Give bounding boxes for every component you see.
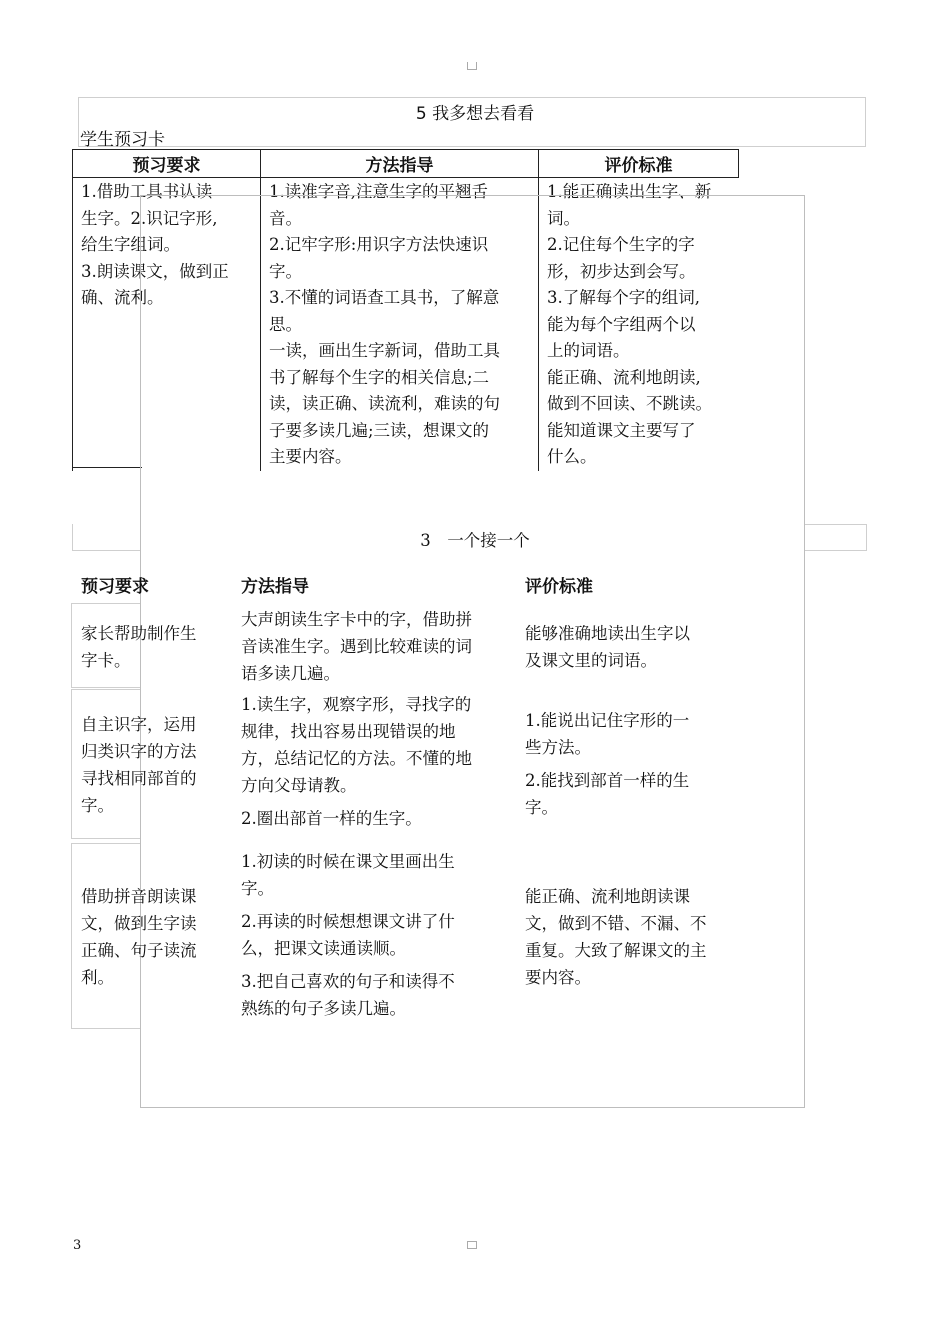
paragraph: [525, 620, 755, 674]
text-line: 做到不回读、不跳读。: [547, 394, 712, 413]
paragraph: [241, 968, 521, 1022]
text-line: 1.初读的时候在课文里画出生: [241, 852, 455, 871]
row1-method: [241, 606, 521, 687]
text-line: 借助拼音朗读课: [81, 887, 197, 906]
text-line: 2.记牢字形:用识字方法快速识: [269, 235, 489, 254]
row1-evaluation: [525, 620, 755, 674]
text-line: 1.能正确读出生字、新: [547, 182, 712, 201]
text-line: 文，做到不错、不漏、不: [525, 914, 707, 933]
section1-title: 5 我多想去看看: [415, 104, 535, 124]
text-line: 大声朗读生字卡中的字，借助拼: [241, 610, 472, 629]
text-line: 什么。: [547, 447, 597, 466]
text-line: 2.再读的时候想想课文讲了什: [241, 912, 455, 931]
text-line: 家长帮助制作生: [81, 624, 197, 643]
text-line: 规律，找出容易出现错误的地: [241, 722, 456, 741]
text-line: 方向父母请教。: [241, 776, 357, 795]
header-requirements: 预习要求: [73, 150, 261, 178]
row1-requirement: [81, 620, 231, 674]
text-line: 重复。大致了解课文的主: [525, 941, 707, 960]
paragraph: [525, 767, 755, 821]
text-line: 要内容。: [525, 968, 591, 987]
text-line: 3.把自己喜欢的句子和读得不: [241, 972, 455, 991]
header-method: 方法指导: [261, 150, 539, 178]
text-line: 字。: [525, 798, 558, 817]
text-line: 熟练的句子多读几遍。: [241, 999, 406, 1018]
section2-frame-top-right: [805, 524, 866, 525]
section2-title: 3 一个接一个: [420, 531, 530, 550]
text-line: 形，初步达到会写。: [547, 261, 696, 281]
text-line: 方，总结记忆的方法。不懂的地: [241, 749, 472, 768]
card-label: 学生预习卡: [80, 130, 165, 150]
paragraph: [241, 691, 521, 799]
text-line: 生字。2.识记字形,: [81, 208, 218, 228]
text-line: 确、流利。: [81, 288, 164, 307]
text-line: 正确、句子读流: [81, 941, 197, 960]
text-line: 1.能说出记住字形的一: [525, 711, 690, 730]
text-line: 能正确、流利地朗读,: [547, 367, 701, 387]
text-line: 2.记住每个生字的字: [547, 235, 695, 254]
text-line: 字。: [241, 879, 274, 898]
text-line: 归类识字的方法: [81, 742, 197, 761]
text-line: 能为每个字组两个以: [547, 314, 696, 334]
text-line: 能知道课文主要写了: [547, 420, 696, 440]
text-line: 主要内容。: [269, 447, 352, 466]
text-line: 些方法。: [525, 738, 591, 757]
page-marker-top: [467, 62, 477, 70]
section2-header-method: 方法指导: [241, 577, 309, 597]
text-line: 能正确、流利地朗读课: [525, 887, 690, 906]
text-line: 寻找相同部首的: [81, 769, 197, 788]
preview-table-header: [73, 150, 739, 178]
text-line: 2.圈出部首一样的生字。: [241, 809, 422, 828]
paragraph: [241, 606, 521, 687]
row3-evaluation: [525, 883, 755, 991]
text-line: 音读准生字。遇到比较难读的词: [241, 637, 472, 656]
page-marker-bottom: [467, 1241, 477, 1249]
text-line: 子要多读几遍;三读，想课文的: [269, 420, 490, 440]
text-line: 自主识字，运用: [81, 715, 197, 734]
text-line: 音。: [269, 208, 302, 228]
text-line: 1.读准字音,注意生字的平翘舌: [269, 182, 488, 201]
text-line: 字。: [269, 261, 302, 281]
text-line: 能够准确地读出生字以: [525, 624, 690, 643]
text-line: 1.借助工具书认读: [81, 182, 213, 201]
text-line: 字卡。: [81, 651, 131, 670]
table-bottom-border: [72, 467, 142, 468]
text-line: 语多读几遍。: [241, 664, 340, 683]
header-evaluation: 评价标准: [539, 150, 739, 178]
paragraph: [525, 883, 755, 991]
paragraph: [241, 908, 521, 962]
page-number: 3: [73, 1238, 82, 1253]
text-line: 1.读生字，观察字形，寻找字的: [241, 695, 472, 714]
text-line: 一读，画出生字新词，借助工具: [269, 341, 500, 360]
paragraph: [525, 707, 755, 761]
text-line: 词。: [547, 208, 580, 228]
text-line: 3.不懂的词语查工具书，了解意: [269, 288, 500, 307]
text-line: 么，把课文读通读顺。: [241, 939, 406, 958]
text-line: 给生字组词。: [81, 235, 180, 254]
row3-method: [241, 848, 521, 1022]
text-line: 3.朗读课文，做到正: [81, 261, 229, 281]
paragraph: [241, 805, 521, 832]
section2-header-evaluation: 评价标准: [525, 577, 593, 597]
text-line: 读，读正确、读流利，难读的句: [269, 394, 500, 413]
row2-method: [241, 691, 521, 832]
row2-requirement: [81, 711, 231, 819]
text-line: 字。: [81, 796, 114, 815]
row2-evaluation: [525, 707, 755, 821]
section2-header-requirements: 预习要求: [81, 577, 149, 597]
text-line: 及课文里的词语。: [525, 651, 657, 670]
row3-requirement: [81, 883, 231, 991]
text-line: 利。: [81, 968, 114, 987]
paragraph: [241, 848, 521, 902]
text-line: 上的词语。: [547, 341, 630, 360]
text-line: 文，做到生字读: [81, 914, 197, 933]
text-line: 书了解每个生字的相关信息;二: [269, 367, 490, 387]
text-line: 2.能找到部首一样的生: [525, 771, 690, 790]
text-line: 思。: [269, 314, 302, 334]
text-line: 3.了解每个字的组词,: [547, 288, 700, 307]
